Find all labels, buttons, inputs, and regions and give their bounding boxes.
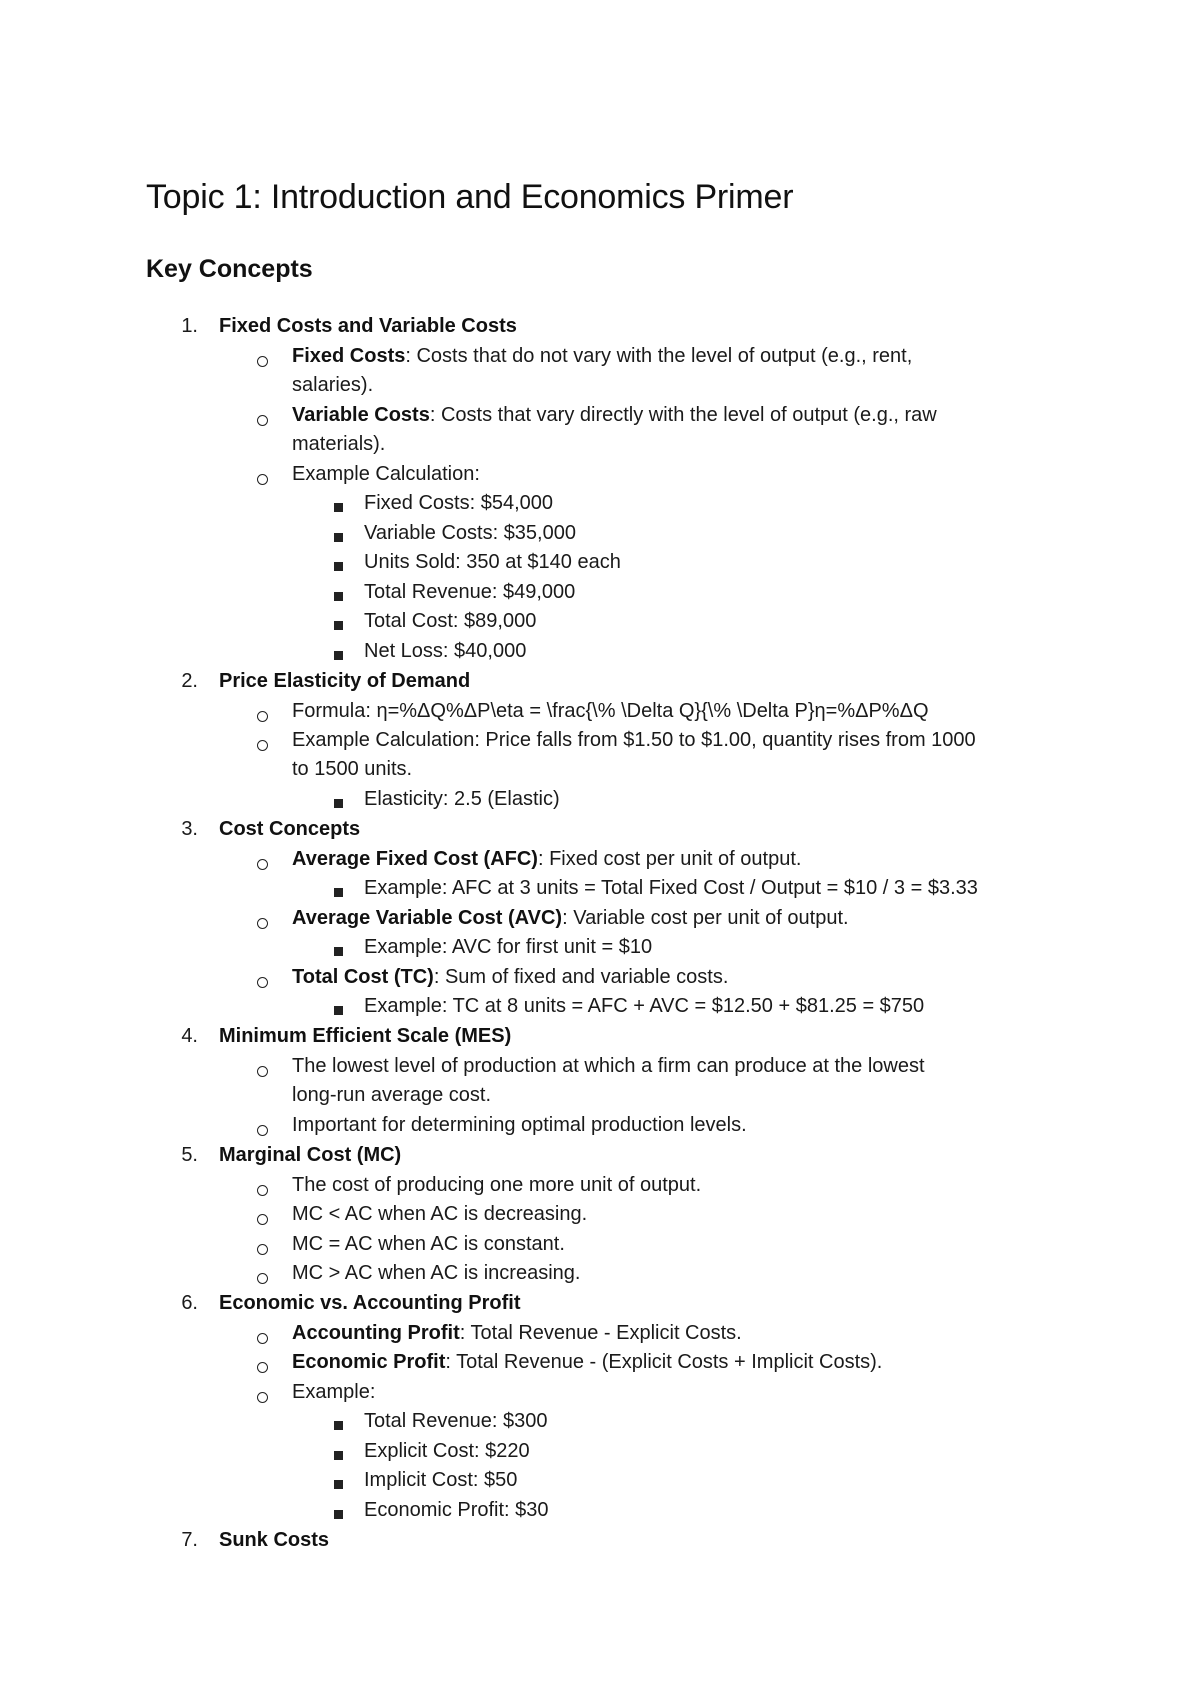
list-item: Total Cost: $89,000 xyxy=(364,610,537,632)
list-number: 5. xyxy=(181,1144,198,1166)
list-heading: Fixed Costs and Variable Costs xyxy=(219,315,517,337)
list-item: Average Variable Cost (AVC): Variable cost per unit of output. xyxy=(292,907,849,929)
list-item: Economic Profit: $30 xyxy=(364,1499,549,1521)
list-item: Example Calculation: xyxy=(292,463,480,485)
list-item: Total Revenue: $49,000 xyxy=(364,581,576,603)
circle-bullet-icon xyxy=(257,977,268,988)
circle-bullet-icon xyxy=(257,356,268,367)
square-bullet-icon xyxy=(334,621,343,630)
list-item: Implicit Cost: $50 xyxy=(364,1469,518,1491)
list-item: Economic Profit: Total Revenue - (Explicit Costs + Implicit Costs). xyxy=(292,1351,883,1373)
list-item: MC > AC when AC is increasing. xyxy=(292,1262,581,1284)
circle-bullet-icon xyxy=(257,859,268,870)
list-item: Explicit Cost: $220 xyxy=(364,1440,530,1462)
square-bullet-icon xyxy=(334,888,343,897)
list-item: Fixed Costs: $54,000 xyxy=(364,492,553,514)
list-item: MC < AC when AC is decreasing. xyxy=(292,1203,588,1225)
list-item: MC = AC when AC is constant. xyxy=(292,1233,565,1255)
list-heading: Cost Concepts xyxy=(219,818,361,840)
list-item: Formula: η=%ΔQ%ΔP\eta = \frac{\% \Delta Q}{\% \Delta P}η=%ΔP%ΔQ xyxy=(292,700,929,722)
list-item-continued: salaries). xyxy=(292,374,374,396)
list-number: 3. xyxy=(181,818,198,840)
circle-bullet-icon xyxy=(257,415,268,426)
page-title: Topic 1: Introduction and Economics Primer xyxy=(146,178,794,216)
list-item: Net Loss: $40,000 xyxy=(364,640,527,662)
list-item-continued: materials). xyxy=(292,433,386,455)
list-item: Variable Costs: Costs that vary directly with the level of output (e.g., raw xyxy=(292,404,937,426)
list-item: Fixed Costs: Costs that do not vary with the level of output (e.g., rent, xyxy=(292,345,913,367)
circle-bullet-icon xyxy=(257,1214,268,1225)
list-item: Variable Costs: $35,000 xyxy=(364,522,576,544)
list-heading: Sunk Costs xyxy=(219,1529,330,1551)
circle-bullet-icon xyxy=(257,711,268,722)
circle-bullet-icon xyxy=(257,1273,268,1284)
list-item: Important for determining optimal production levels. xyxy=(292,1114,747,1136)
square-bullet-icon xyxy=(334,533,343,542)
list-heading: Marginal Cost (MC) xyxy=(219,1144,402,1166)
list-number: 2. xyxy=(181,670,198,692)
square-bullet-icon xyxy=(334,947,343,956)
list-item: Total Cost (TC): Sum of fixed and variable costs. xyxy=(292,966,729,988)
list-item: Average Fixed Cost (AFC): Fixed cost per unit of output. xyxy=(292,848,802,870)
list-item: Elasticity: 2.5 (Elastic) xyxy=(364,788,560,810)
circle-bullet-icon xyxy=(257,1362,268,1373)
list-item: Example: AFC at 3 units = Total Fixed Cost / Output = $10 / 3 = $3.33 xyxy=(364,877,978,899)
list-item: Example: TC at 8 units = AFC + AVC = $12.50 + $81.25 = $750 xyxy=(364,995,925,1017)
list-item-continued: to 1500 units. xyxy=(292,758,413,780)
square-bullet-icon xyxy=(334,1006,343,1015)
circle-bullet-icon xyxy=(257,1244,268,1255)
circle-bullet-icon xyxy=(257,1125,268,1136)
list-item: The lowest level of production at which a firm can produce at the lowest xyxy=(292,1055,925,1077)
circle-bullet-icon xyxy=(257,1392,268,1403)
list-number: 6. xyxy=(181,1292,198,1314)
circle-bullet-icon xyxy=(257,1185,268,1196)
square-bullet-icon xyxy=(334,1480,343,1489)
section-heading: Key Concepts xyxy=(146,255,313,283)
square-bullet-icon xyxy=(334,1510,343,1519)
square-bullet-icon xyxy=(334,651,343,660)
list-number: 7. xyxy=(181,1529,198,1551)
circle-bullet-icon xyxy=(257,1333,268,1344)
square-bullet-icon xyxy=(334,562,343,571)
square-bullet-icon xyxy=(334,1451,343,1460)
list-item: Accounting Profit: Total Revenue - Explicit Costs. xyxy=(292,1322,742,1344)
circle-bullet-icon xyxy=(257,1066,268,1077)
square-bullet-icon xyxy=(334,592,343,601)
list-heading: Price Elasticity of Demand xyxy=(219,670,471,692)
list-item: Example: xyxy=(292,1381,376,1403)
list-item: Example Calculation: Price falls from $1.50 to $1.00, quantity rises from 1000 xyxy=(292,729,976,751)
list-item: Units Sold: 350 at $140 each xyxy=(364,551,621,573)
list-item: Example: AVC for first unit = $10 xyxy=(364,936,653,958)
list-heading: Economic vs. Accounting Profit xyxy=(219,1292,521,1314)
list-number: 1. xyxy=(181,315,198,337)
square-bullet-icon xyxy=(334,799,343,808)
list-item-continued: long-run average cost. xyxy=(292,1084,492,1106)
list-heading: Minimum Efficient Scale (MES) xyxy=(219,1025,512,1047)
square-bullet-icon xyxy=(334,1421,343,1430)
list-item: The cost of producing one more unit of output. xyxy=(292,1174,702,1196)
circle-bullet-icon xyxy=(257,740,268,751)
list-item: Total Revenue: $300 xyxy=(364,1410,548,1432)
list-number: 4. xyxy=(181,1025,198,1047)
square-bullet-icon xyxy=(334,503,343,512)
circle-bullet-icon xyxy=(257,474,268,485)
circle-bullet-icon xyxy=(257,918,268,929)
